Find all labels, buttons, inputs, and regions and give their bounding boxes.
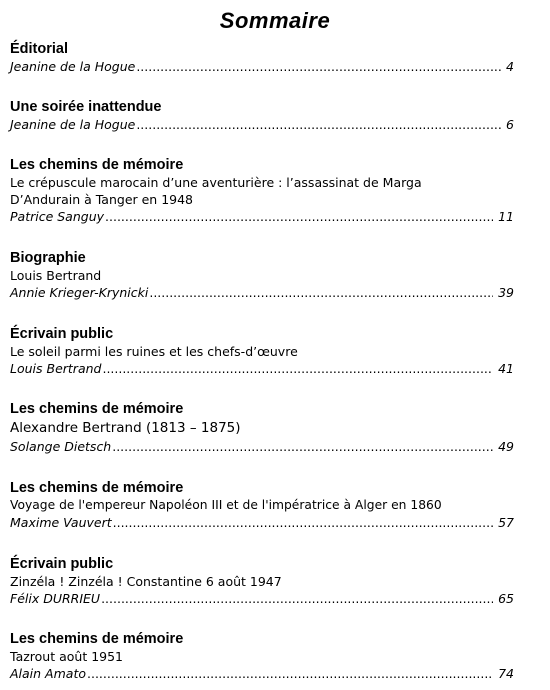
- section-heading: Les chemins de mémoire: [10, 631, 184, 647]
- page-number: 39: [498, 285, 514, 300]
- dot-leader: [112, 438, 493, 455]
- toc-entry-tazrout: [10, 630, 514, 682]
- dot-leader: [102, 360, 493, 377]
- section-heading: Les chemins de mémoire: [10, 480, 184, 496]
- article-title: Tazrout août 1951: [10, 649, 124, 664]
- toc-entry-napoleon: [10, 479, 514, 531]
- author-line: [10, 208, 514, 225]
- page-number: 6: [506, 117, 514, 132]
- dot-leader: [149, 284, 493, 301]
- author-name: Alain Amato: [10, 666, 86, 681]
- author-name: Solange Dietsch: [10, 439, 112, 454]
- dot-leader: [136, 58, 501, 75]
- page-number: 57: [498, 515, 514, 530]
- article-title: Louis Bertrand: [10, 268, 102, 283]
- article-title: Le soleil parmi les ruines et les chefs-d’œuvre: [10, 344, 298, 359]
- article-title: Le crépuscule marocain d’une aventurière : l’assassinat de Marga D’Andurain à Tanger en 1948: [10, 175, 422, 207]
- author-line: [10, 514, 514, 531]
- toc-entry-alexandre: [10, 400, 514, 455]
- page-number: 41: [498, 361, 514, 376]
- dot-leader: [101, 590, 493, 607]
- section-heading: Les chemins de mémoire: [10, 401, 184, 417]
- page-number: 65: [498, 591, 514, 606]
- section-heading: Biographie: [10, 250, 86, 266]
- author-name: Jeanine de la Hogue: [10, 117, 136, 132]
- article-title: Zinzéla ! Zinzéla ! Constantine 6 août 1947: [10, 574, 282, 589]
- author-line: [10, 665, 514, 682]
- dot-leader: [136, 116, 501, 133]
- author-name: Maxime Vauvert: [10, 515, 112, 530]
- dot-leader: [113, 514, 493, 531]
- toc-entry-biographie: [10, 249, 514, 301]
- toc-entry-soiree: [10, 98, 514, 133]
- page-number: 4: [506, 59, 514, 74]
- author-line: [10, 284, 514, 301]
- author-name: Patrice Sanguy: [10, 209, 105, 224]
- article-title: Alexandre Bertrand (1813 – 1875): [10, 420, 241, 436]
- page-title: Sommaire: [219, 8, 331, 33]
- article-title: Voyage de l'empereur Napoléon III et de l'impératrice à Alger en 1860: [10, 498, 442, 512]
- page-number: 74: [498, 666, 514, 681]
- author-name: Jeanine de la Hogue: [10, 59, 136, 74]
- author-line: [10, 590, 514, 607]
- author-name: Louis Bertrand: [10, 361, 102, 376]
- dot-leader: [105, 208, 493, 225]
- section-heading: Écrivain public: [10, 556, 114, 572]
- toc-entry-editorial: [10, 40, 514, 75]
- toc-entry-soleil: [10, 325, 514, 377]
- section-heading: Une soirée inattendue: [10, 99, 162, 115]
- dot-leader: [87, 665, 493, 682]
- section-heading: Les chemins de mémoire: [10, 157, 184, 173]
- page-number: 49: [498, 439, 514, 454]
- author-line: [10, 116, 514, 133]
- author-name: Annie Krieger-Krynicki: [10, 285, 149, 300]
- author-line: [10, 360, 514, 377]
- author-line: [10, 438, 514, 455]
- toc-entry-zinzela: [10, 555, 514, 607]
- toc-entry-marga: [10, 156, 514, 225]
- author-line: [10, 58, 514, 75]
- section-heading: Écrivain public: [10, 326, 114, 342]
- author-name: Félix DURRIEU: [10, 591, 101, 606]
- page-number: 11: [498, 209, 514, 224]
- section-heading: Éditorial: [10, 41, 69, 57]
